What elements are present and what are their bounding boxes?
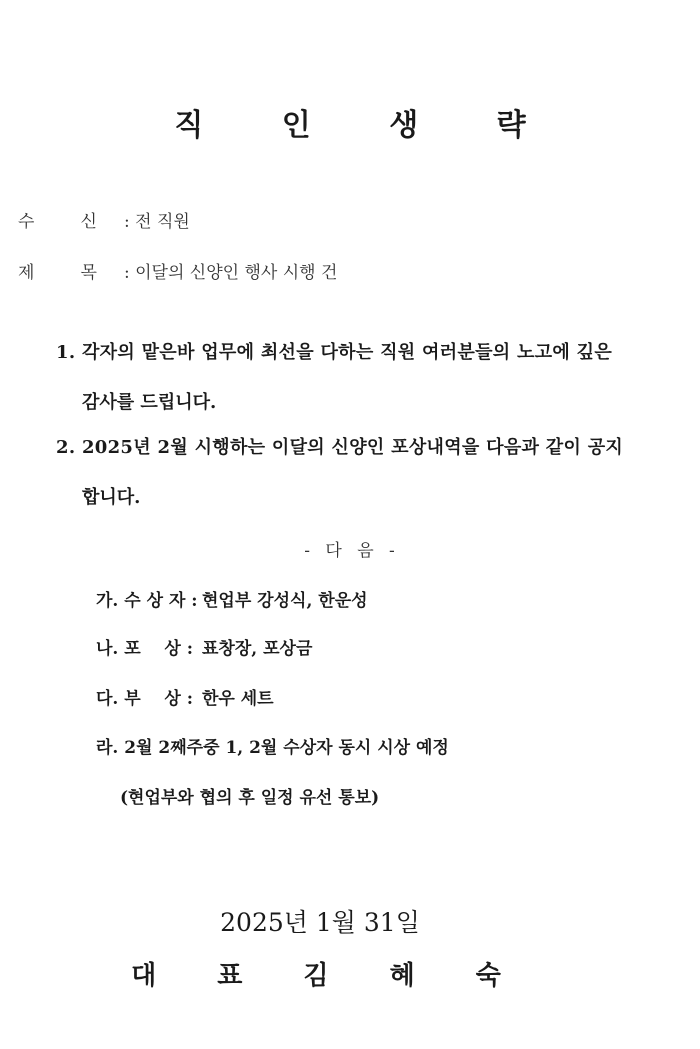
section-divider-daeum: - 다 음 - (304, 541, 400, 561)
item-award-label: 나. 포 상 : (96, 639, 193, 659)
paragraph-2-line-1: 2. 2025년 2월 시행하는 이달의 신양인 포상내역을 다음과 같이 공지 (56, 437, 624, 458)
recipient-label-char-1: 수 (18, 212, 35, 232)
paragraph-1-line-2: 감사를 드립니다. (82, 392, 217, 413)
item-awardees (96, 586, 368, 611)
subject-value: : 이달의 신양인 행사 시행 건 (124, 263, 338, 283)
item-awardees-label: 가. 수 상 자 : (96, 591, 198, 611)
item-extra-prize (96, 684, 274, 709)
item-extra-prize-value: 한우 세트 (202, 689, 274, 709)
item-award-value: 표창장, 포상금 (202, 639, 313, 659)
subject-label-char-2: 목 (80, 263, 97, 283)
document-title: 직 인 생 략 (174, 108, 560, 143)
recipient-label (18, 207, 97, 232)
item-awardees-value: 현업부 강성식, 한운성 (202, 591, 368, 611)
paragraph-1-line-1: 1. 각자의 맡은바 업무에 최선을 다하는 직원 여러분들의 노고에 깊은 (56, 342, 613, 363)
item-schedule-note: (현업부와 협의 후 일정 유선 통보) (120, 788, 380, 808)
document-date: 2025년 1월 31일 (220, 908, 420, 937)
ceo-signature-line: 대 표 김 혜 숙 (131, 961, 527, 991)
item-extra-prize-label: 다. 부 상 : (96, 689, 193, 709)
recipient-value: : 전 직원 (124, 212, 190, 232)
subject-label-char-1: 제 (18, 263, 35, 283)
item-schedule: 라. 2월 2째주중 1, 2월 수상자 동시 시상 예정 (96, 738, 449, 758)
paragraph-2-line-2: 합니다. (82, 487, 141, 508)
item-award (96, 634, 312, 659)
subject-label (18, 258, 97, 283)
recipient-label-char-2: 신 (80, 212, 97, 232)
